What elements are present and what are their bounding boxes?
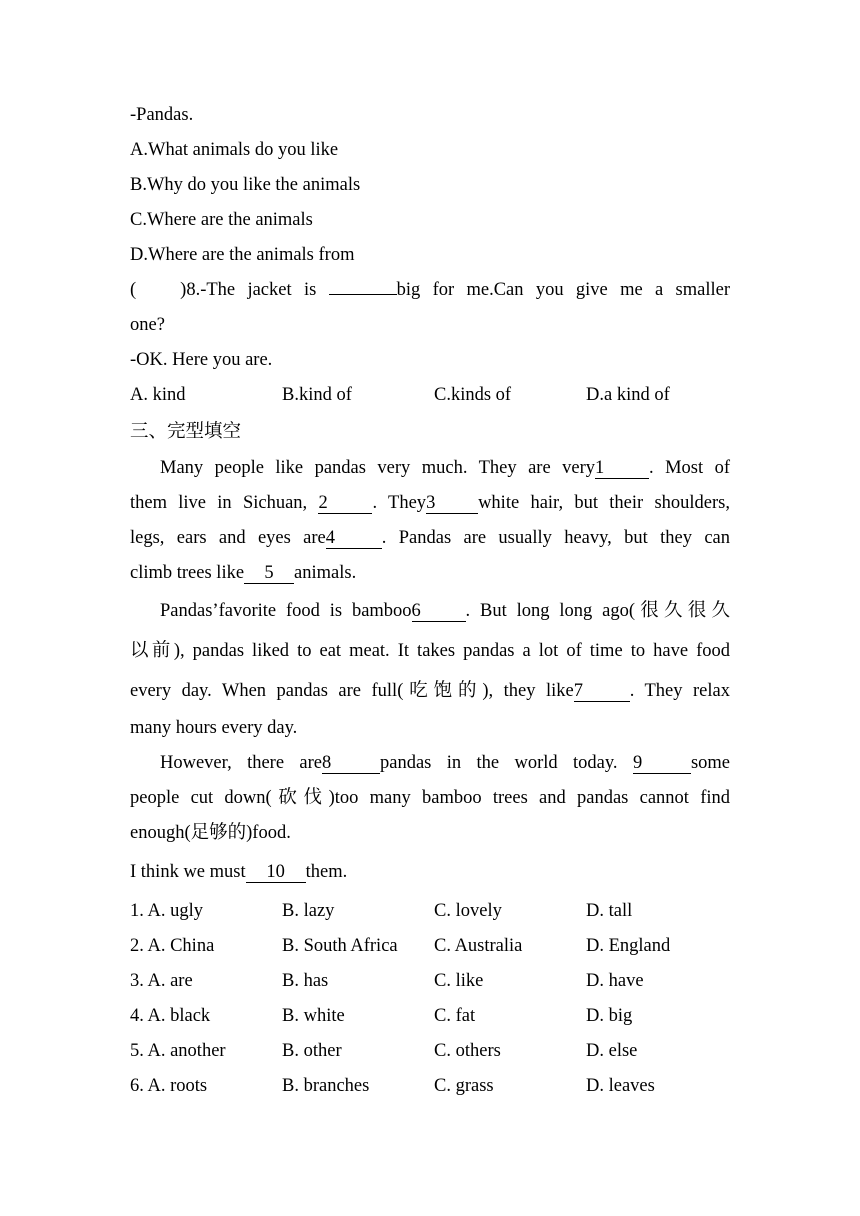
passage-text: . Pandas are usually heavy, but they can bbox=[381, 528, 731, 548]
section-title: 三、完型填空 bbox=[130, 422, 242, 442]
passage-text: them. bbox=[305, 862, 348, 882]
choice-option: D. have bbox=[586, 971, 644, 991]
q8-stem-cont: one? bbox=[130, 315, 165, 335]
blank-10: 10 bbox=[246, 862, 306, 883]
passage-text: Pandas’favorite food is bamboo bbox=[160, 601, 412, 621]
passage-text: . They relax bbox=[629, 681, 730, 701]
passage-p1-line3 bbox=[130, 521, 730, 556]
blank-2: 2 bbox=[318, 493, 372, 514]
q8-options bbox=[130, 378, 730, 413]
document-page bbox=[130, 98, 730, 1104]
passage-p2-line3 bbox=[130, 671, 730, 711]
choice-option: 4. A. black bbox=[130, 1006, 211, 1026]
passage-text: some bbox=[690, 753, 730, 773]
q7-option-b: B.Why do you like the animals bbox=[130, 175, 361, 195]
passage-text: . They bbox=[372, 493, 427, 513]
blank-7: 7 bbox=[574, 681, 630, 702]
q8-blank bbox=[329, 294, 397, 295]
passage-text: climb trees like bbox=[130, 563, 245, 583]
q8-question-line bbox=[130, 273, 730, 308]
passage-text: pandas in the world today. bbox=[380, 753, 618, 773]
blank-9: 9 bbox=[633, 753, 691, 774]
passage-text: white hair, but their shoulders, bbox=[478, 493, 730, 513]
choice-option: B. white bbox=[282, 1006, 345, 1026]
choice-option: C. grass bbox=[434, 1076, 494, 1096]
q8-option-a: A. kind bbox=[130, 385, 186, 405]
q8-stem-rest: big for me.Can you give me a smaller bbox=[396, 280, 731, 300]
passage-text: . Most of bbox=[649, 458, 730, 478]
q7-option-a: A.What animals do you like bbox=[130, 140, 339, 160]
passage-p2-line1 bbox=[130, 591, 730, 631]
passage-p2-line4: many hours every day. bbox=[130, 718, 298, 738]
choice-option: 1. A. ugly bbox=[130, 901, 203, 921]
q8-option-d: D.a kind of bbox=[586, 385, 670, 405]
choice-option: 5. A. another bbox=[130, 1041, 226, 1061]
passage-p1-line1 bbox=[130, 451, 730, 486]
blank-6: 6 bbox=[412, 601, 466, 622]
blank-4: 4 bbox=[326, 528, 382, 549]
choice-row-5 bbox=[130, 1034, 730, 1069]
passage-text: . But long long ago(很久很久 bbox=[465, 601, 730, 621]
passage-text: them live in Sichuan, bbox=[130, 493, 308, 513]
passage-text: animals. bbox=[294, 563, 357, 583]
choice-option: D. tall bbox=[586, 901, 633, 921]
choice-option: C. Australia bbox=[434, 936, 523, 956]
passage-text: Many people like pandas very much. They are very bbox=[160, 458, 595, 478]
choice-option: B. branches bbox=[282, 1076, 370, 1096]
choice-list bbox=[130, 894, 730, 1104]
passage-p2-line2: 以前), pandas liked to eat meat. It takes pandas a lot of time to have food bbox=[130, 641, 730, 661]
choice-option: D. leaves bbox=[586, 1076, 655, 1096]
choice-option: B. South Africa bbox=[282, 936, 398, 956]
choice-option: 3. A. are bbox=[130, 971, 193, 991]
choice-option: D. England bbox=[586, 936, 671, 956]
q7-option-d: D.Where are the animals from bbox=[130, 245, 355, 265]
choice-option: 6. A. roots bbox=[130, 1076, 208, 1096]
passage-p3-line2: people cut down(砍伐)too many bamboo trees and pandas cannot find bbox=[130, 788, 730, 808]
passage-text: I think we must bbox=[130, 862, 246, 882]
choice-row-4 bbox=[130, 999, 730, 1034]
passage-text: legs, ears and eyes are bbox=[130, 528, 326, 548]
choice-option: 2. A. China bbox=[130, 936, 215, 956]
q8-reply: -OK. Here you are. bbox=[130, 350, 273, 370]
passage-p4-line1 bbox=[130, 851, 730, 894]
q8-paren-open: ( bbox=[130, 280, 137, 300]
blank-8: 8 bbox=[322, 753, 380, 774]
passage-p1-line2 bbox=[130, 486, 730, 521]
choice-option: C. lovely bbox=[434, 901, 502, 921]
choice-row-6 bbox=[130, 1069, 730, 1104]
passage-text: every day. When pandas are full(吃饱的), they like bbox=[130, 681, 574, 701]
choice-option: B. other bbox=[282, 1041, 342, 1061]
choice-option: B. lazy bbox=[282, 901, 335, 921]
choice-option: B. has bbox=[282, 971, 329, 991]
blank-5: 5 bbox=[244, 563, 294, 584]
choice-option: C. like bbox=[434, 971, 484, 991]
passage-p3-line3: enough(足够的)food. bbox=[130, 823, 291, 843]
choice-row-3 bbox=[130, 964, 730, 999]
passage-p1-line4 bbox=[130, 556, 730, 591]
choice-row-1 bbox=[130, 894, 730, 929]
choice-option: C. fat bbox=[434, 1006, 476, 1026]
q7-answer: -Pandas. bbox=[130, 105, 194, 125]
choice-option: D. else bbox=[586, 1041, 638, 1061]
q7-option-c: C.Where are the animals bbox=[130, 210, 313, 230]
q8-stem: )8.-The jacket is bbox=[180, 280, 317, 300]
passage-p3-line1 bbox=[130, 746, 730, 781]
choice-option: C. others bbox=[434, 1041, 501, 1061]
choice-option: D. big bbox=[586, 1006, 633, 1026]
q8-option-c: C.kinds of bbox=[434, 385, 512, 405]
passage-text: However, there are bbox=[160, 753, 322, 773]
q8-option-b: B.kind of bbox=[282, 385, 352, 405]
choice-row-2 bbox=[130, 929, 730, 964]
blank-1: 1 bbox=[595, 458, 649, 479]
blank-3: 3 bbox=[426, 493, 478, 514]
